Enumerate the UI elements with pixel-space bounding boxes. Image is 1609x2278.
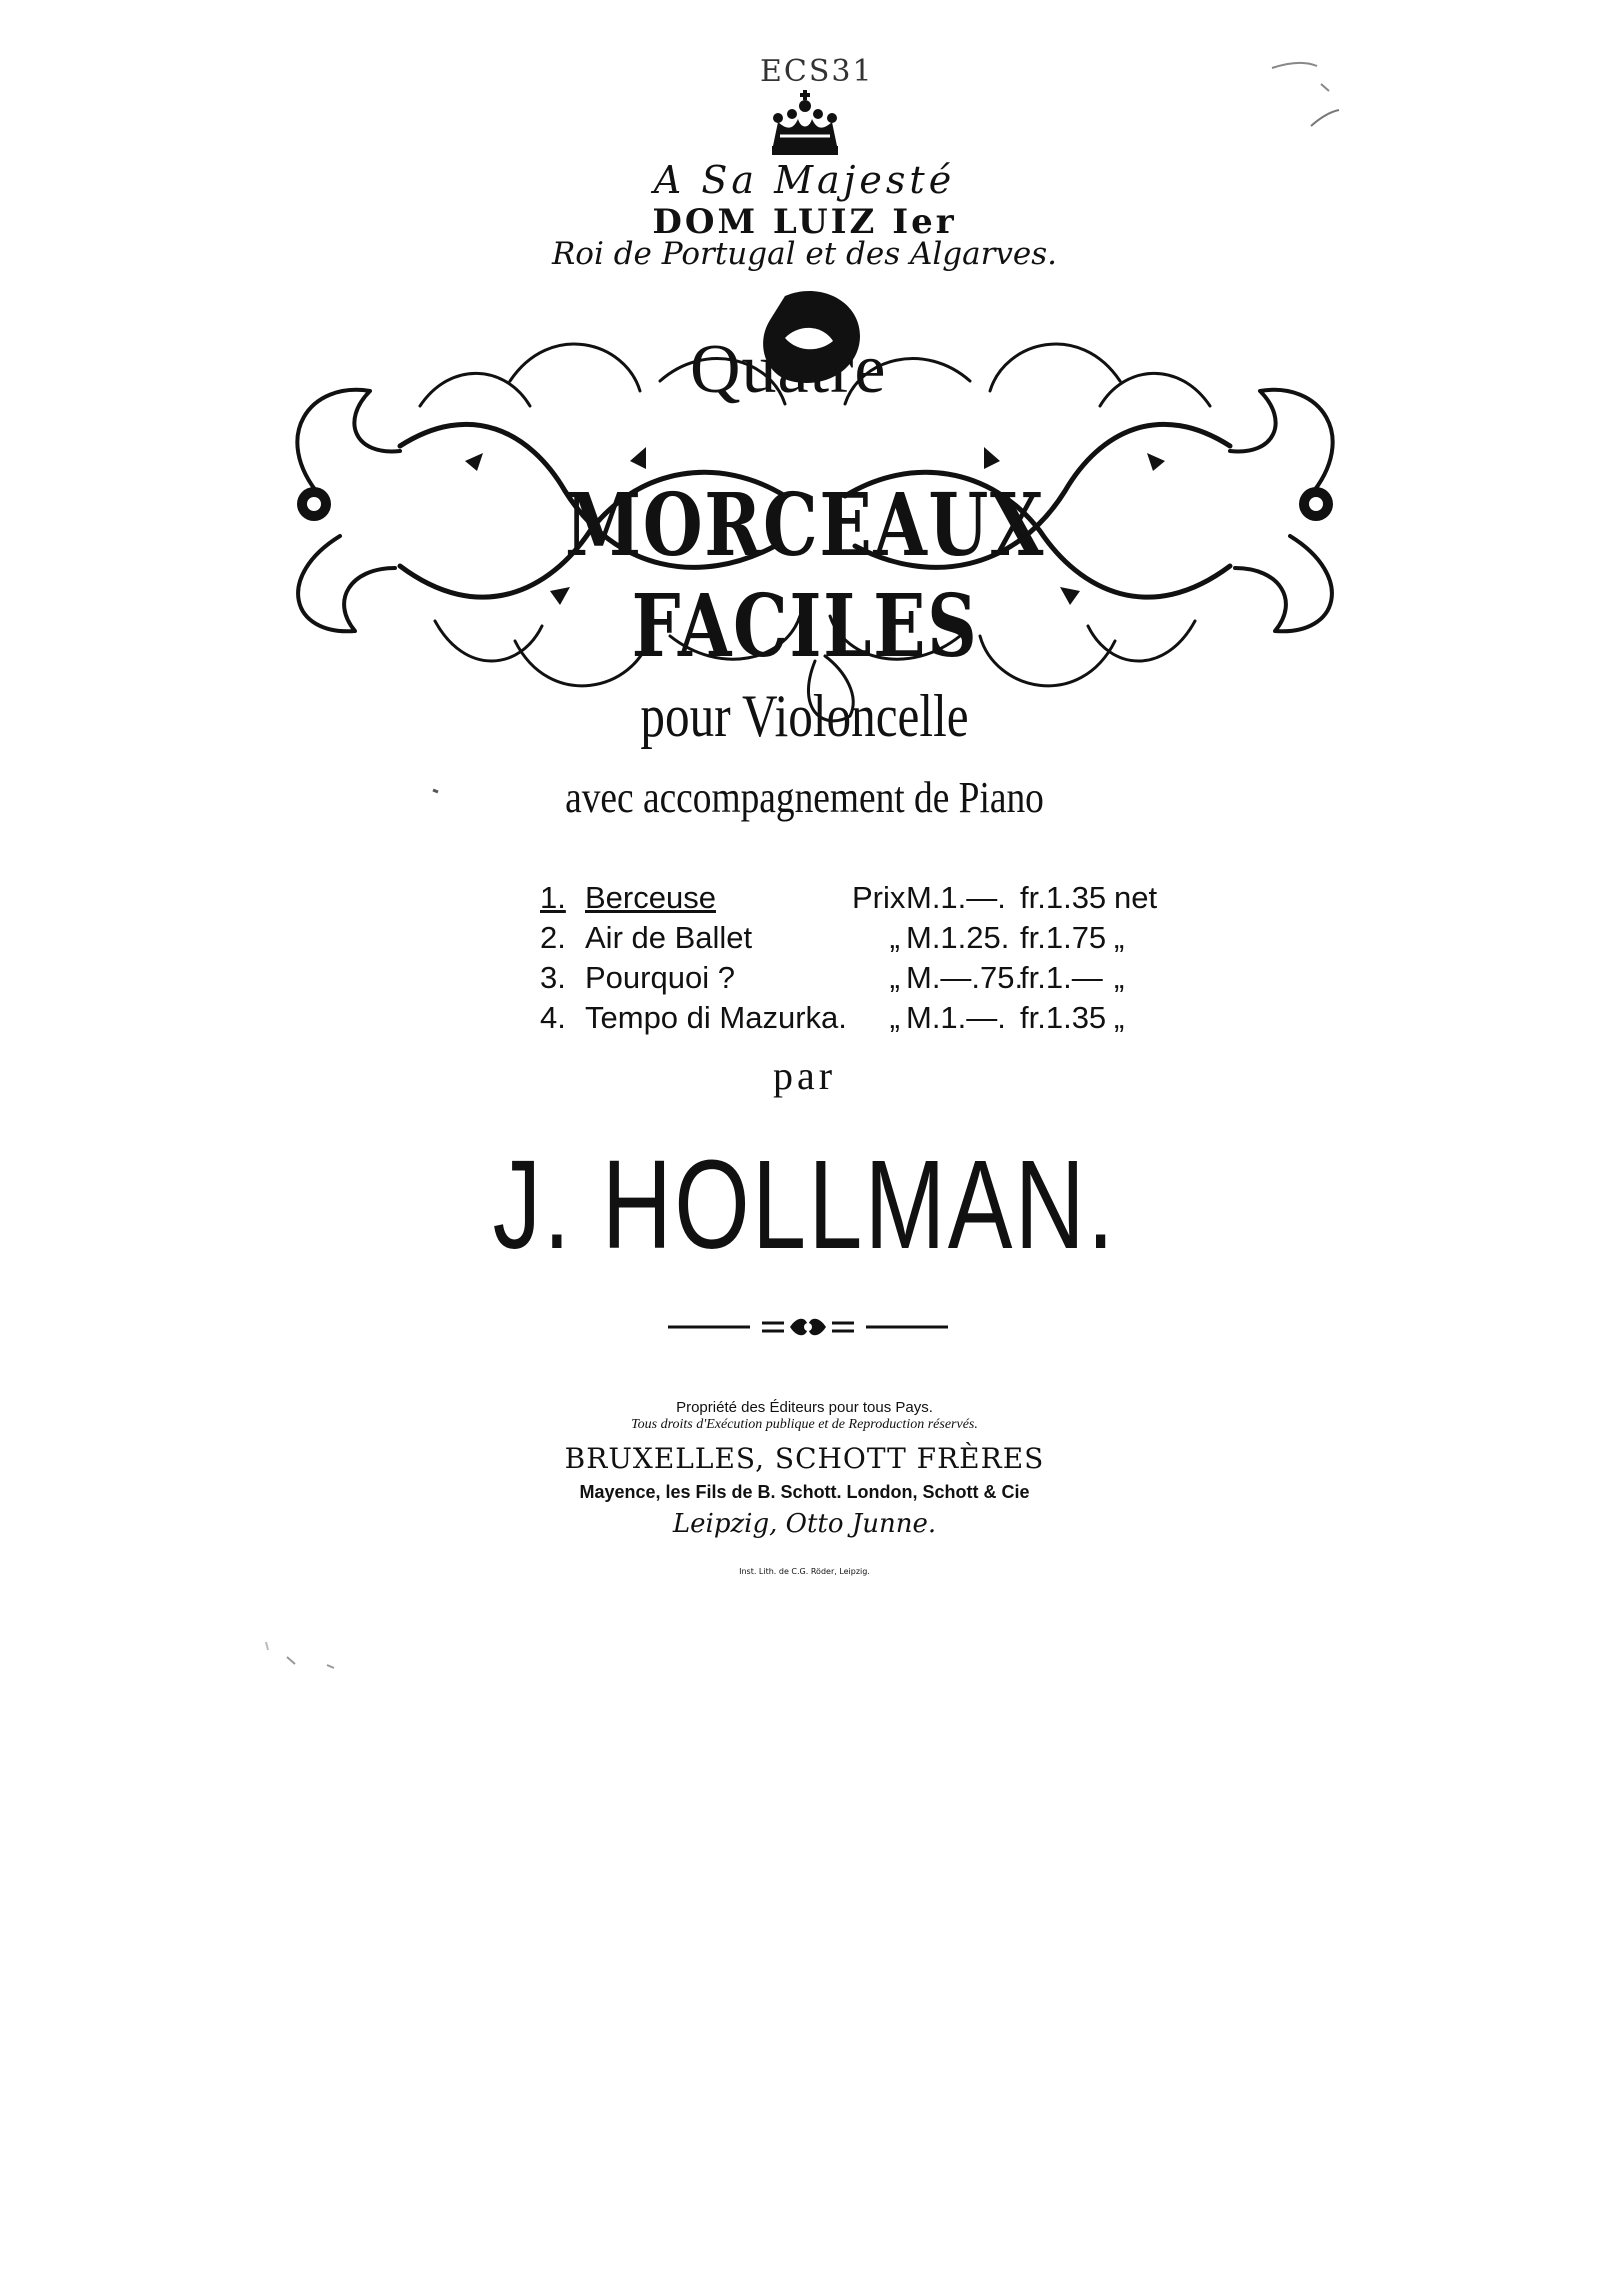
piece-price-suffix: „: [1114, 960, 1125, 995]
piece-name: Pourquoi ?: [585, 960, 735, 995]
dedication-line-2: DOM LUIZ Ier: [652, 202, 957, 242]
piece-row: [540, 878, 1158, 918]
ornamental-divider: [668, 1314, 948, 1342]
piece-price-label: Prix: [852, 880, 906, 915]
crown-icon: [765, 88, 845, 160]
piece-repeat-mark: „: [889, 1000, 900, 1035]
piece-mark-price: M.1.25.: [906, 920, 1010, 955]
publisher-branches-line: Mayence, les Fils de B. Schott. London, Schott & Cie: [579, 1482, 1030, 1502]
composer-name: J. HOLLMAN.: [492, 1134, 1117, 1275]
piece-number: 2.: [540, 920, 566, 955]
instrument-line: pour Violoncelle: [640, 683, 969, 749]
publisher-rights-line: Propriété des Éditeurs pour tous Pays.: [676, 1399, 933, 1416]
printer-line: Inst. Lith. de C.G. Röder, Leipzig.: [739, 1567, 870, 1576]
piece-row: [540, 958, 1140, 998]
piece-name: Tempo di Mazurka.: [585, 1000, 847, 1035]
piece-name: Air de Ballet: [585, 920, 753, 955]
dedication-line-1: A Sa Majesté: [653, 158, 956, 202]
piece-number: 4.: [540, 1000, 566, 1035]
plate-number: ECS31: [760, 54, 874, 89]
piece-repeat-mark: „: [889, 920, 900, 955]
piece-franc-price: fr.1.—: [1020, 960, 1103, 995]
piece-mark-price: M.1.—.: [906, 880, 1006, 915]
piece-row: [540, 998, 1140, 1038]
piece-price-suffix: „: [1114, 920, 1125, 955]
piece-row: [540, 918, 1140, 958]
piece-franc-price: fr.1.75: [1020, 920, 1107, 955]
accompaniment-line: avec accompagnement de Piano: [565, 773, 1044, 822]
by-label: par: [772, 1053, 837, 1098]
piece-franc-price: fr.1.35: [1020, 880, 1107, 915]
piece-price-suffix: „: [1114, 1000, 1125, 1035]
piece-mark-price: M.—.75.: [906, 960, 1024, 995]
title-line-1: Quatre: [690, 331, 887, 408]
publisher-main-line: BRUXELLES, SCHOTT FRÈRES: [564, 1442, 1045, 1475]
piece-list: [540, 878, 1158, 1038]
title-line-2: MORCEAUX FACILES: [564, 475, 1046, 677]
piece-repeat-mark: „: [889, 960, 900, 995]
dedication-line-3: Roi de Portugal et des Algarves.: [551, 236, 1058, 272]
piece-number: 1.: [540, 880, 566, 915]
piece-mark-price: M.1.—.: [906, 1000, 1006, 1035]
publisher-reproduction-line: Tous droits d'Exécution publique et de Reproduction réservés.: [631, 1417, 978, 1432]
publisher-leipzig-line: Leipzig, Otto Junne.: [672, 1509, 937, 1539]
piece-franc-price: fr.1.35: [1020, 1000, 1107, 1035]
piece-name: Berceuse: [585, 880, 716, 915]
piece-number: 3.: [540, 960, 566, 995]
piece-price-suffix: net: [1114, 880, 1158, 915]
